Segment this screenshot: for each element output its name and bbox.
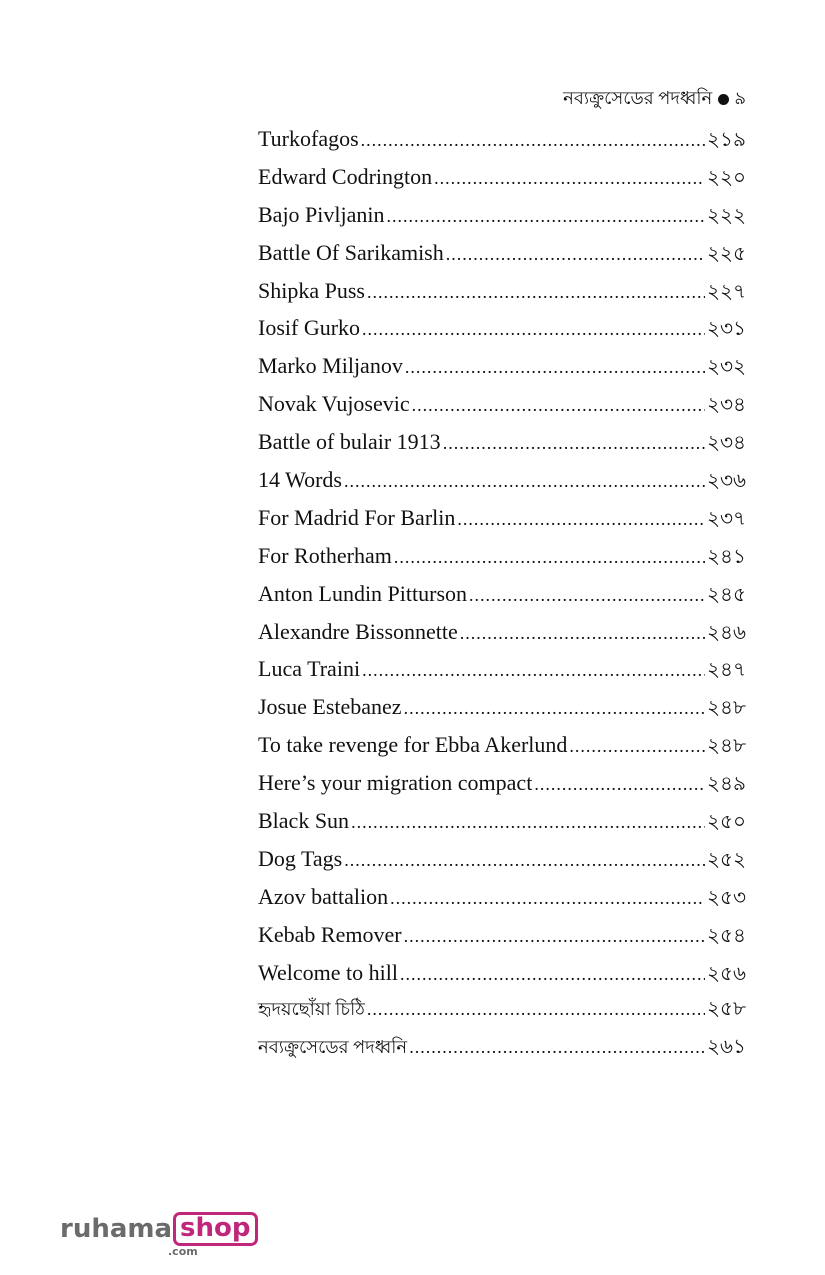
ruhamashop-watermark: [60, 1212, 258, 1258]
toc-leader-dots: [367, 991, 705, 1029]
toc-entry-page: ২৪৮: [707, 735, 746, 758]
toc-entry: [258, 423, 746, 461]
toc-entry-title: Turkofagos: [258, 126, 359, 151]
toc-entry-page: ২৪৫: [707, 583, 746, 606]
watermark-text-sub: .com: [168, 1245, 198, 1258]
toc-entry-title: Josue Estebanez: [258, 694, 402, 720]
watermark-text-box: shop: [173, 1212, 257, 1246]
toc-entry-page: ২৩৬: [706, 470, 746, 493]
toc-entry: [258, 764, 746, 802]
toc-entry-title: Luca Traini: [258, 656, 361, 682]
toc-entry-page: ২৫২: [707, 848, 746, 871]
toc-entry-page: ২৩৭: [706, 507, 746, 530]
toc-entry-page: ২৪১: [707, 545, 746, 568]
toc-leader-dots: [387, 198, 705, 236]
toc-entry: [258, 650, 746, 688]
toc-leader-dots: [344, 842, 705, 880]
toc-entry-title: হৃদয়ছোঁয়া চিঠি: [258, 999, 365, 1020]
toc-entry: [258, 537, 746, 575]
toc-leader-dots: [405, 349, 705, 387]
toc-entry: [258, 158, 746, 196]
toc-entry-page: ২৫০: [707, 811, 746, 834]
toc-entry-page: ২৪৬: [707, 621, 746, 644]
toc-entry: [258, 840, 746, 878]
toc-leader-dots: [469, 577, 705, 615]
running-header: [258, 86, 746, 110]
toc-entry-page: ২৪৯: [707, 773, 746, 796]
toc-entry: [258, 272, 746, 310]
header-title: নব্যক্রুসেডের পদধ্বনি: [563, 88, 713, 108]
toc-leader-dots: [362, 311, 705, 349]
toc-entry-title: Kebab Remover: [258, 921, 402, 947]
toc-entry-title: নব্যক্রুসেডের পদধ্বনি: [258, 1037, 408, 1058]
toc-entry-page: ২৫৮: [707, 998, 746, 1021]
toc-leader-dots: [404, 690, 705, 728]
toc-entry-page: ২৫৩: [707, 886, 746, 909]
toc-leader-dots: [394, 539, 705, 577]
toc-entry-title: Iosif Gurko: [258, 315, 361, 341]
toc-entry: [258, 309, 746, 347]
watermark-text-main: ruhama: [60, 1214, 173, 1244]
toc-entry-page: ২২০: [706, 166, 746, 189]
toc-entry-title: For Rotherham: [258, 542, 392, 568]
toc-entry: [258, 347, 746, 385]
toc-entry-title: Battle of bulair 1913: [258, 429, 441, 455]
toc-entry: [258, 120, 746, 158]
toc-leader-dots: [404, 918, 705, 956]
toc-entry-title: Here’s your migration compact: [258, 770, 533, 796]
toc-entry-title: For Madrid For Barlin: [258, 504, 456, 530]
toc-entry-title: Shipka Puss: [258, 277, 365, 303]
toc-leader-dots: [534, 766, 705, 804]
page-number: ৯: [734, 88, 746, 108]
toc-entry-page: ২৩৪: [707, 394, 746, 417]
toc-entry: [258, 878, 746, 916]
toc-leader-dots: [344, 463, 705, 501]
toc-entry-page: ২৫৪: [707, 924, 746, 947]
toc-entry: [258, 499, 746, 537]
bullet-dot-icon: [718, 94, 729, 105]
toc-entry: [258, 991, 746, 1029]
toc-leader-dots: [460, 615, 705, 653]
toc-leader-dots: [409, 1029, 705, 1067]
toc-leader-dots: [434, 160, 705, 198]
toc-entry-page: ২৪৭: [707, 659, 746, 682]
toc-entry: [258, 385, 746, 423]
toc-entry-page: ২৩১: [707, 318, 746, 341]
toc-entry-title: Dog Tags: [258, 845, 343, 871]
toc-leader-dots: [443, 425, 705, 463]
toc-entry-page: ২৬১: [707, 1036, 746, 1059]
toc-entry-title: Welcome to hill: [258, 959, 398, 985]
toc-entry-title: Bajo Pivljanin: [258, 201, 385, 227]
toc-leader-dots: [351, 804, 705, 842]
toc-entry-title: Battle Of Sarikamish: [258, 239, 444, 265]
table-of-contents: [258, 120, 746, 1067]
toc-entry-title: Black Sun: [258, 808, 350, 834]
toc-entry: [258, 916, 746, 954]
toc-leader-dots: [367, 274, 705, 312]
toc-leader-dots: [362, 652, 705, 690]
toc-leader-dots: [569, 728, 705, 766]
toc-entry-title: To take revenge for Ebba Akerlund: [258, 732, 568, 758]
toc-leader-dots: [457, 501, 705, 539]
toc-entry-page: ২২২: [706, 204, 746, 227]
toc-entry-title: 14 Words: [258, 467, 342, 493]
toc-entry-page: ২২৫: [707, 242, 746, 265]
toc-entry-page: ২২৭: [706, 280, 746, 303]
toc-entry-title: Edward Codrington: [258, 163, 433, 189]
toc-entry-page: ২৩২: [706, 356, 746, 379]
toc-leader-dots: [390, 880, 705, 918]
toc-entry: [258, 802, 746, 840]
toc-entry: [258, 1029, 746, 1067]
toc-entry: [258, 613, 746, 651]
toc-entry: [258, 234, 746, 272]
toc-leader-dots: [446, 236, 705, 274]
toc-entry-title: Novak Vujosevic: [258, 391, 410, 417]
toc-leader-dots: [400, 956, 705, 994]
toc-entry: [258, 688, 746, 726]
toc-entry-title: Azov battalion: [258, 883, 389, 909]
toc-entry-title: Anton Lundin Pitturson: [258, 580, 468, 606]
toc-entry-page: ২৪৮: [707, 697, 746, 720]
toc-entry: [258, 196, 746, 234]
toc-entry-title: Alexandre Bissonnette: [258, 618, 458, 644]
toc-entry: [258, 726, 746, 764]
toc-entry-title: Marko Miljanov: [258, 353, 403, 379]
toc-entry: [258, 954, 746, 992]
toc-leader-dots: [361, 122, 705, 160]
toc-entry-page: ২৫৬: [707, 962, 746, 985]
toc-entry: [258, 461, 746, 499]
toc-entry-page: ২১৯: [707, 129, 746, 151]
toc-leader-dots: [412, 387, 705, 425]
toc-entry-page: ২৩৪: [707, 432, 746, 455]
toc-entry: [258, 575, 746, 613]
